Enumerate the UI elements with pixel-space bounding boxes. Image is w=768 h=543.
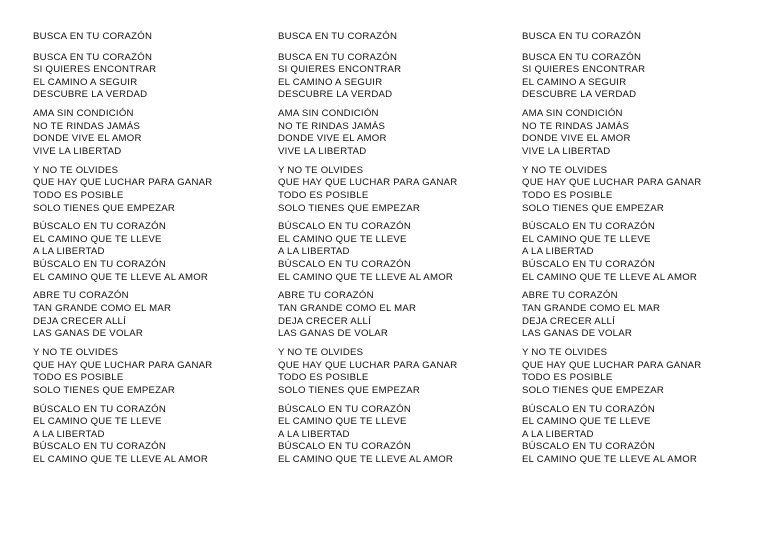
- lyric-line: AMA SIN CONDICIÓN: [522, 108, 623, 120]
- lyric-line: SOLO TIENES QUE EMPEZAR: [278, 384, 421, 396]
- stanza-7: [33, 404, 273, 467]
- lyric-line: EL CAMINO QUE TE LLEVE: [278, 233, 407, 245]
- lyrics-column-3: [522, 31, 762, 473]
- lyric-line: BÚSCALO EN TU CORAZÓN: [33, 441, 167, 453]
- lyric-line: SOLO TIENES QUE EMPEZAR: [278, 202, 421, 214]
- stanza-3: [522, 165, 762, 215]
- lyric-line: NO TE RINDAS JAMÁS: [33, 120, 141, 132]
- lyric-line: DEJA CRECER ALLÍ: [278, 315, 372, 327]
- lyric-line: BÚSCALO EN TU CORAZÓN: [278, 259, 412, 271]
- lyric-line: TODO ES POSIBLE: [278, 372, 369, 384]
- lyric-line: A LA LIBERTAD: [278, 246, 350, 258]
- stanza-2: [33, 108, 273, 158]
- lyric-line: BÚSCALO EN TU CORAZÓN: [522, 221, 656, 233]
- lyric-line: AMA SIN CONDICIÓN: [278, 108, 379, 120]
- lyric-line: BÚSCALO EN TU CORAZÓN: [522, 441, 656, 453]
- lyric-line: Y NO TE OLVIDES: [278, 347, 364, 358]
- lyric-line: BÚSCALO EN TU CORAZÓN: [33, 221, 167, 233]
- lyric-line: EL CAMINO A SEGUIR: [33, 76, 138, 88]
- lyric-line: EL CAMINO QUE TE LLEVE: [522, 233, 651, 245]
- lyric-line: EL CAMINO QUE TE LLEVE: [33, 416, 162, 428]
- lyric-line: EL CAMINO QUE TE LLEVE AL AMOR: [522, 271, 698, 283]
- lyric-line: NO TE RINDAS JAMÁS: [522, 120, 630, 132]
- lyric-line: EL CAMINO QUE TE LLEVE AL AMOR: [33, 453, 209, 465]
- lyric-line: EL CAMINO QUE TE LLEVE: [278, 416, 407, 428]
- lyric-line: BUSCA EN TU CORAZÓN: [33, 51, 153, 63]
- lyric-line: Y NO TE OLVIDES: [522, 164, 608, 176]
- lyric-line: VIVE LA LIBERTAD: [278, 145, 367, 157]
- stanza-1: [33, 52, 273, 102]
- stanza-6: [33, 347, 273, 397]
- lyric-line: TODO ES POSIBLE: [522, 189, 613, 201]
- lyric-line: LAS GANAS DE VOLAR: [522, 328, 633, 340]
- stanza-5: [522, 290, 762, 340]
- lyric-line: DONDE VIVE EL AMOR: [278, 133, 387, 145]
- lyric-line: QUE HAY QUE LUCHAR PARA GANAR: [33, 177, 213, 189]
- lyric-line: DEJA CRECER ALLÍ: [33, 315, 127, 327]
- lyric-line: ABRE TU CORAZÓN: [522, 290, 618, 302]
- stanza-6: [278, 347, 518, 397]
- stanza-7: [278, 404, 518, 467]
- lyric-line: EL CAMINO QUE TE LLEVE: [33, 233, 162, 245]
- lyrics-column-2: [278, 31, 518, 473]
- lyric-line: EL CAMINO QUE TE LLEVE AL AMOR: [522, 453, 698, 465]
- lyric-line: TODO ES POSIBLE: [33, 189, 124, 201]
- stanza-1: [522, 52, 762, 102]
- lyric-line: TODO ES POSIBLE: [278, 189, 369, 201]
- lyric-line: A LA LIBERTAD: [33, 246, 105, 258]
- lyric-line: BÚSCALO EN TU CORAZÓN: [278, 403, 412, 415]
- lyric-line: QUE HAY QUE LUCHAR PARA GANAR: [278, 359, 458, 371]
- lyric-line: QUE HAY QUE LUCHAR PARA GANAR: [522, 359, 702, 371]
- lyric-line: DONDE VIVE EL AMOR: [33, 133, 142, 145]
- lyric-line: NO TE RINDAS JAMÁS: [278, 120, 386, 132]
- lyric-line: BÚSCALO EN TU CORAZÓN: [278, 221, 412, 233]
- stanza-4: [522, 221, 762, 284]
- stanza-2: [278, 108, 518, 158]
- lyric-line: DESCUBRE LA VERDAD: [278, 89, 393, 101]
- lyric-line: A LA LIBERTAD: [522, 428, 594, 440]
- stanza-4: [33, 221, 273, 284]
- lyric-line: TODO ES POSIBLE: [33, 372, 124, 384]
- lyric-line: Y NO TE OLVIDES: [522, 347, 608, 358]
- lyric-line: BÚSCALO EN TU CORAZÓN: [522, 259, 656, 271]
- lyric-line: BÚSCALO EN TU CORAZÓN: [33, 259, 167, 271]
- lyric-line: DONDE VIVE EL AMOR: [522, 133, 631, 145]
- stanza-6: [522, 347, 762, 397]
- lyric-line: BÚSCALO EN TU CORAZÓN: [522, 403, 656, 415]
- lyric-line: ABRE TU CORAZÓN: [278, 290, 374, 302]
- lyric-line: EL CAMINO A SEGUIR: [522, 76, 627, 88]
- lyric-line: SOLO TIENES QUE EMPEZAR: [522, 384, 665, 396]
- song-title: BUSCA EN TU CORAZÓN: [522, 31, 642, 42]
- lyrics-column-1: [33, 31, 273, 473]
- lyric-line: DESCUBRE LA VERDAD: [33, 89, 148, 101]
- lyric-line: EL CAMINO QUE TE LLEVE: [522, 416, 651, 428]
- lyric-line: EL CAMINO A SEGUIR: [278, 76, 383, 88]
- lyric-line: TAN GRANDE COMO EL MAR: [33, 303, 172, 315]
- stanza-4: [278, 221, 518, 284]
- lyric-line: A LA LIBERTAD: [33, 428, 105, 440]
- lyric-line: TODO ES POSIBLE: [522, 372, 613, 384]
- lyric-line: SOLO TIENES QUE EMPEZAR: [33, 202, 176, 214]
- lyric-line: EL CAMINO QUE TE LLEVE AL AMOR: [33, 271, 209, 283]
- lyric-line: DEJA CRECER ALLÍ: [522, 315, 616, 327]
- lyric-line: SOLO TIENES QUE EMPEZAR: [522, 202, 665, 214]
- lyric-line: QUE HAY QUE LUCHAR PARA GANAR: [278, 177, 458, 189]
- lyric-line: LAS GANAS DE VOLAR: [33, 328, 144, 340]
- lyric-line: SI QUIERES ENCONTRAR: [278, 64, 402, 76]
- lyric-line: AMA SIN CONDICIÓN: [33, 108, 134, 120]
- stanza-1: [278, 52, 518, 102]
- lyric-line: A LA LIBERTAD: [522, 246, 594, 258]
- lyric-line: EL CAMINO QUE TE LLEVE AL AMOR: [278, 271, 454, 283]
- lyric-line: BÚSCALO EN TU CORAZÓN: [278, 441, 412, 453]
- lyric-line: Y NO TE OLVIDES: [33, 164, 119, 176]
- lyric-line: SOLO TIENES QUE EMPEZAR: [33, 384, 176, 396]
- song-title: BUSCA EN TU CORAZÓN: [278, 31, 398, 42]
- lyric-line: Y NO TE OLVIDES: [33, 347, 119, 358]
- lyric-line: Y NO TE OLVIDES: [278, 164, 364, 176]
- lyric-line: EL CAMINO QUE TE LLEVE AL AMOR: [278, 453, 454, 465]
- lyric-line: TAN GRANDE COMO EL MAR: [522, 303, 661, 315]
- lyric-line: DESCUBRE LA VERDAD: [522, 89, 637, 101]
- stanza-3: [278, 165, 518, 215]
- stanza-3: [33, 165, 273, 215]
- lyric-line: LAS GANAS DE VOLAR: [278, 328, 389, 340]
- lyric-line: BÚSCALO EN TU CORAZÓN: [33, 403, 167, 415]
- lyric-line: QUE HAY QUE LUCHAR PARA GANAR: [33, 359, 213, 371]
- stanza-2: [522, 108, 762, 158]
- song-title: BUSCA EN TU CORAZÓN: [33, 31, 153, 42]
- lyric-line: BUSCA EN TU CORAZÓN: [278, 51, 398, 63]
- lyric-line: ABRE TU CORAZÓN: [33, 290, 129, 302]
- lyric-line: A LA LIBERTAD: [278, 428, 350, 440]
- lyric-line: QUE HAY QUE LUCHAR PARA GANAR: [522, 177, 702, 189]
- lyric-line: VIVE LA LIBERTAD: [33, 145, 122, 157]
- stanza-7: [522, 404, 762, 467]
- lyric-line: SI QUIERES ENCONTRAR: [33, 64, 157, 76]
- lyric-line: SI QUIERES ENCONTRAR: [522, 64, 646, 76]
- lyric-line: VIVE LA LIBERTAD: [522, 145, 611, 157]
- lyric-line: BUSCA EN TU CORAZÓN: [522, 51, 642, 63]
- stanza-5: [278, 290, 518, 340]
- stanza-5: [33, 290, 273, 340]
- lyric-line: TAN GRANDE COMO EL MAR: [278, 303, 417, 315]
